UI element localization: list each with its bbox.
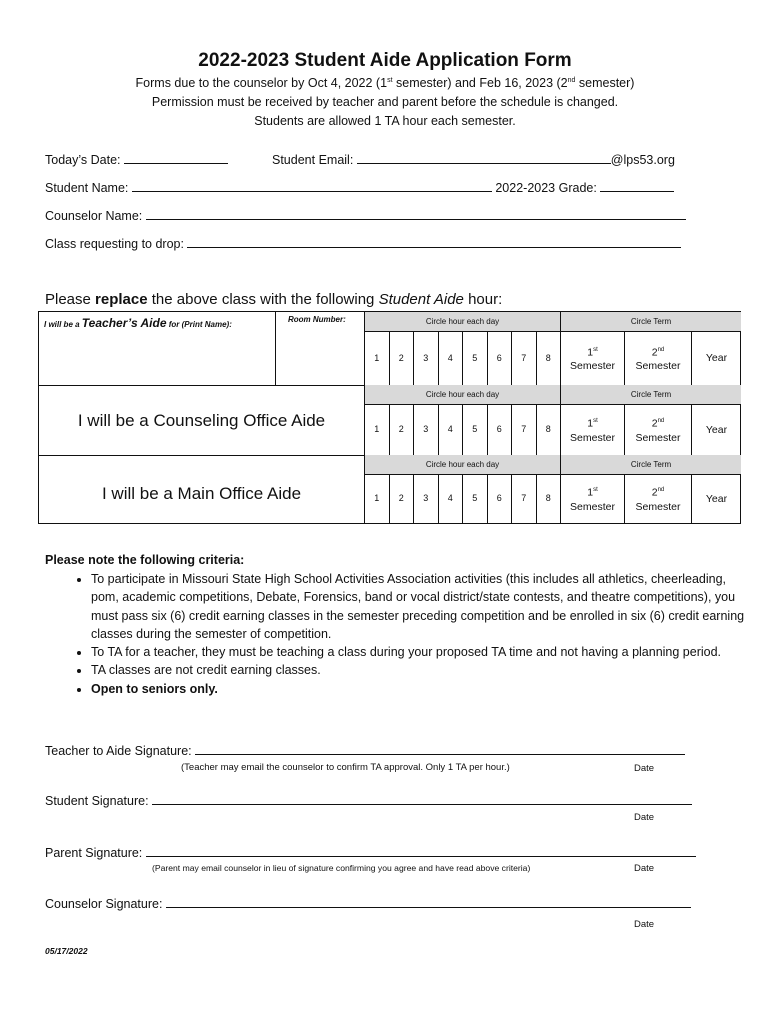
criteria-heading: Please note the following criteria: — [45, 553, 245, 567]
teacher-note: (Teacher may email the counselor to confirm TA approval. Only 1 TA per hour.) — [181, 762, 510, 773]
parent-signature-label: Parent Signature: — [45, 846, 143, 860]
counselor-signature-input[interactable] — [166, 895, 691, 908]
term-option-year[interactable]: Year — [691, 474, 741, 523]
hour-option[interactable]: 8 — [536, 404, 561, 455]
counseling-aide-option[interactable]: I will be a Counseling Office Aide — [77, 411, 326, 430]
student-email-field — [272, 151, 675, 167]
parent-date-label: Date — [634, 863, 655, 874]
parent-signature-input[interactable] — [146, 844, 696, 857]
student-date-label: Date — [634, 812, 655, 823]
hour-option[interactable]: 3 — [413, 474, 438, 523]
teacher-signature-input[interactable] — [195, 742, 685, 755]
term-option-first-semester[interactable]: 1st Semester — [560, 331, 624, 385]
replace-heading: Please replace the above class with the following Student Aide hour: — [45, 291, 503, 308]
hour-option[interactable]: 1 — [364, 404, 389, 455]
hour-option[interactable]: 5 — [462, 474, 487, 523]
circle-term-header-2: Circle Term — [560, 385, 741, 404]
todays-date-input[interactable] — [124, 151, 228, 164]
hour-option[interactable]: 4 — [438, 474, 463, 523]
email-domain: @lps53.org — [610, 153, 675, 167]
hour-option[interactable]: 7 — [511, 331, 536, 385]
hour-option[interactable]: 1 — [364, 331, 389, 385]
form-title: 2022-2023 Student Aide Application Form — [198, 50, 572, 71]
hour-option[interactable]: 4 — [438, 331, 463, 385]
circle-term-header: Circle Term — [560, 312, 741, 331]
criteria-item-seniors: • Open to seniors only. — [91, 680, 753, 698]
term-option-first-semester[interactable]: 1st Semester — [560, 474, 624, 523]
student-name-field — [45, 179, 674, 195]
hour-option[interactable]: 2 — [389, 404, 414, 455]
ta-limit-line: Students are allowed 1 TA hour each semester. — [254, 114, 516, 128]
due-dates-line: Forms due to the counselor by Oct 4, 2022 (1st semester) and Feb 16, 2023 (2nd semester) — [135, 76, 635, 90]
teacher-signature-label: Teacher to Aide Signature: — [45, 744, 192, 758]
counselor-date-label: Date — [634, 919, 655, 930]
class-drop-input[interactable] — [187, 235, 681, 248]
room-number-label: Room Number: — [288, 315, 346, 324]
counselor-name-label: Counselor Name: — [45, 209, 143, 223]
todays-date-field — [45, 151, 228, 167]
hour-option[interactable]: 4 — [438, 404, 463, 455]
term-option-second-semester[interactable]: 2nd Semester — [624, 331, 691, 385]
criteria-item-credit: • TA classes are not credit earning classes. — [91, 661, 753, 679]
teacher-aide-label: I will be a Teacher’s Aide for (Print Name): — [44, 316, 232, 330]
todays-date-label: Today’s Date: — [45, 153, 121, 167]
teacher-date-label: Date — [634, 763, 655, 774]
term-option-year[interactable]: Year — [691, 331, 741, 385]
room-number-cell[interactable] — [275, 312, 364, 385]
circle-hour-header: Circle hour each day — [364, 312, 560, 331]
hour-option[interactable]: 3 — [413, 404, 438, 455]
hour-option[interactable]: 2 — [389, 474, 414, 523]
term-option-second-semester[interactable]: 2nd Semester — [624, 404, 691, 455]
grade-label: 2022-2023 Grade: — [495, 181, 597, 195]
circle-hour-header-3: Circle hour each day — [364, 455, 560, 474]
counselor-name-field — [45, 207, 686, 223]
student-email-input[interactable] — [357, 151, 611, 164]
hour-option[interactable]: 7 — [511, 474, 536, 523]
criteria-item-teacher: • To TA for a teacher, they must be teaching a class during your proposed TA time and not having a planning period. — [91, 643, 753, 661]
parent-note: (Parent may email counselor in lieu of signature confirming you agree and have read above criteria) — [152, 863, 531, 873]
hour-option[interactable]: 6 — [487, 474, 512, 523]
hour-option[interactable]: 3 — [413, 331, 438, 385]
hour-option[interactable]: 6 — [487, 331, 512, 385]
student-signature-label: Student Signature: — [45, 794, 149, 808]
hour-option[interactable]: 5 — [462, 331, 487, 385]
counselor-signature-label: Counselor Signature: — [45, 897, 163, 911]
student-email-label: Student Email: — [272, 153, 354, 167]
class-drop-field — [45, 235, 681, 251]
student-name-input[interactable] — [132, 179, 492, 192]
criteria-item-mshsaa: • To participate in Missouri State High School Activities Association activities (this includes all athletics, cheerleading, pom, academic competitions, Debate, Forensics, band or vocal district/state contests, and theatre competitions), you must pass six (6) credit earning classes in the semester preceding competition and be enrolled in six (6) credit earning classes during the semester of competition. — [91, 570, 753, 643]
hour-option[interactable]: 2 — [389, 331, 414, 385]
term-option-year[interactable]: Year — [691, 404, 741, 455]
circle-term-header-3: Circle Term — [560, 455, 741, 474]
permission-line: Permission must be received by teacher and parent before the schedule is changed. — [151, 95, 619, 109]
criteria-list-wrap — [46, 570, 745, 698]
counselor-signature-field — [45, 895, 691, 911]
student-signature-input[interactable] — [152, 792, 692, 805]
teacher-signature-field — [45, 742, 685, 758]
term-option-first-semester[interactable]: 1st Semester — [560, 404, 624, 455]
class-drop-label: Class requesting to drop: — [45, 237, 184, 251]
main-office-aide-option[interactable]: I will be a Main Office Aide — [101, 484, 302, 503]
student-name-label: Student Name: — [45, 181, 129, 195]
aide-selection-table — [38, 311, 741, 524]
student-signature-field — [45, 792, 692, 808]
grade-input[interactable] — [600, 179, 674, 192]
counselor-name-input[interactable] — [146, 207, 686, 220]
hour-option[interactable]: 7 — [511, 404, 536, 455]
hour-option[interactable]: 5 — [462, 404, 487, 455]
hour-option[interactable]: 8 — [536, 474, 561, 523]
hour-option[interactable]: 8 — [536, 331, 561, 385]
hour-option[interactable]: 1 — [364, 474, 389, 523]
circle-hour-header-2: Circle hour each day — [364, 385, 560, 404]
hour-option[interactable]: 6 — [487, 404, 512, 455]
parent-signature-field — [45, 844, 696, 860]
revision-date: 05/17/2022 — [45, 946, 88, 956]
term-option-second-semester[interactable]: 2nd Semester — [624, 474, 691, 523]
criteria-list — [46, 570, 753, 698]
